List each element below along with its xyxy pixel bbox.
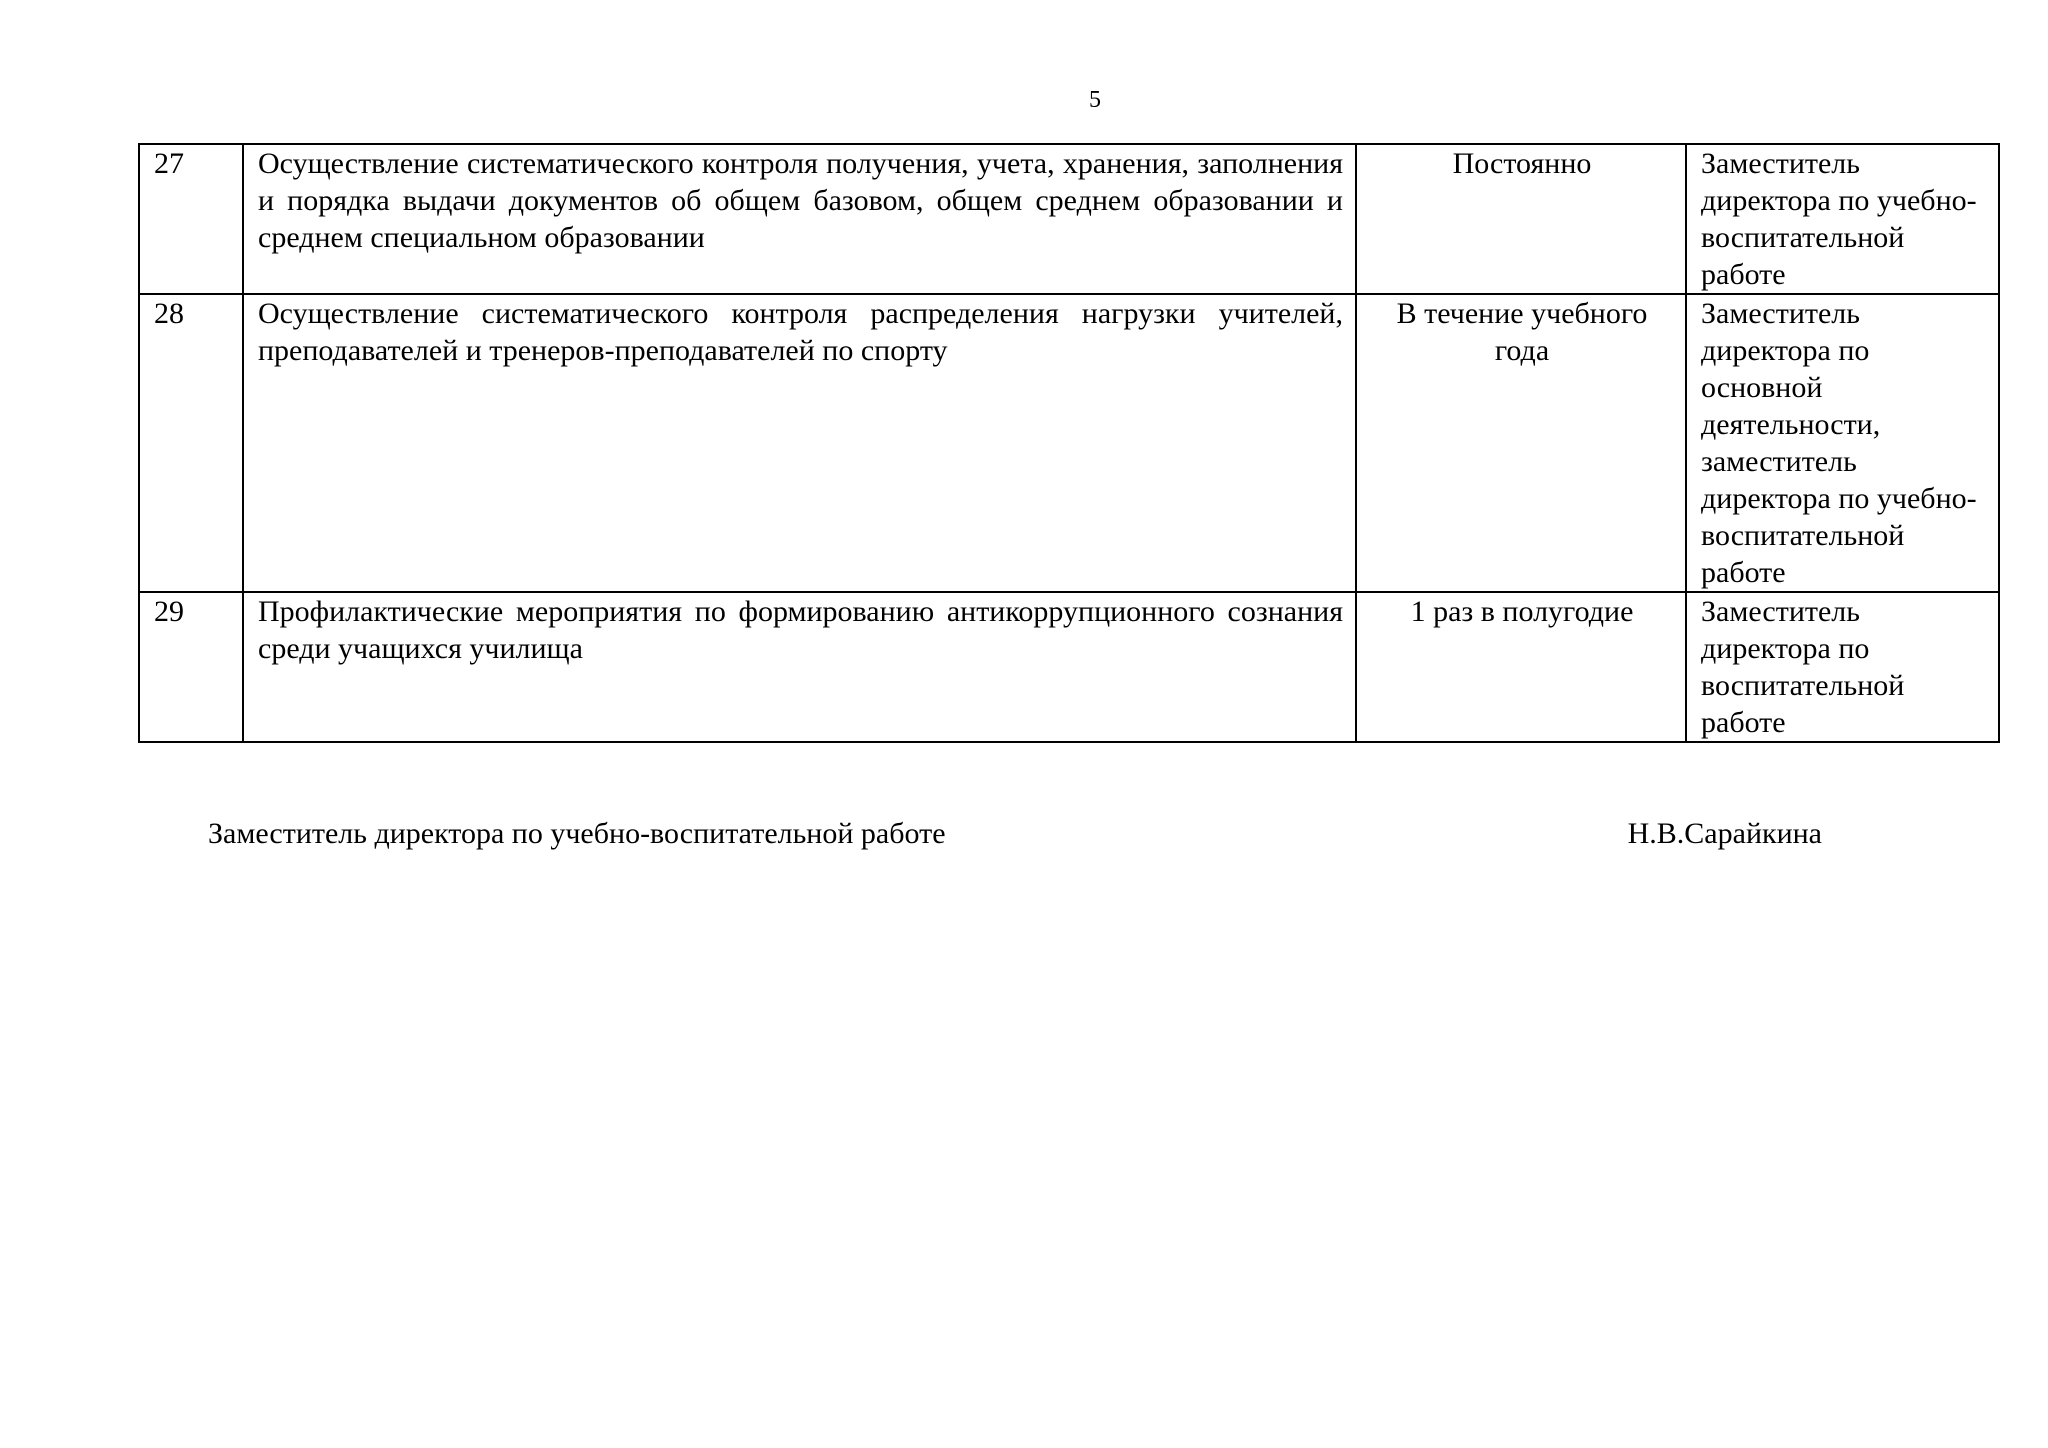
responsible-line: воспитательной — [1701, 221, 1905, 254]
measure-text: Осуществление систематического контроля распределения нагрузки учителей, преподавателей и тренеров-преподавателей по спорту — [243, 294, 1356, 592]
row-number: 27 — [139, 144, 243, 294]
measure-term: В течение учебного года — [1356, 294, 1686, 592]
measure-responsible — [1686, 294, 1999, 592]
signatory-name: Н.В.Сарайкина — [1627, 817, 1822, 850]
measures-table — [138, 143, 2000, 743]
signatory-position: Заместитель директора по учебно-воспитательной работе — [208, 817, 946, 850]
responsible-line: директора по — [1701, 334, 1870, 367]
responsible-line: директора по учебно- — [1701, 184, 1977, 217]
responsible-line: воспитательной — [1701, 669, 1905, 702]
measure-term: 1 раз в полугодие — [1356, 592, 1686, 742]
responsible-line: воспитательной — [1701, 519, 1905, 552]
measure-text: Профилактические мероприятия по формированию антикоррупционного сознания среди учащихся училища — [243, 592, 1356, 742]
measure-responsible — [1686, 144, 1999, 294]
responsible-line: работе — [1701, 706, 1786, 739]
table-row — [139, 144, 1999, 294]
responsible-line: Заместитель — [1701, 595, 1860, 628]
responsible-line: директора по учебно- — [1701, 482, 1977, 515]
row-number: 29 — [139, 592, 243, 742]
responsible-line: заместитель — [1701, 445, 1857, 478]
measure-text: Осуществление систематического контроля получения, учета, хранения, заполнения и порядка выдачи документов об общем базовом, общем среднем образовании и среднем специальном образовании — [243, 144, 1356, 294]
row-number: 28 — [139, 294, 243, 592]
table-row — [139, 592, 1999, 742]
responsible-line: работе — [1701, 258, 1786, 291]
responsible-line: основной — [1701, 371, 1823, 404]
table-row — [139, 294, 1999, 592]
responsible-line: Заместитель — [1701, 147, 1860, 180]
measure-responsible — [1686, 592, 1999, 742]
responsible-line: деятельности, — [1701, 408, 1881, 441]
measure-term: Постоянно — [1356, 144, 1686, 294]
responsible-line: Заместитель — [1701, 297, 1860, 330]
responsible-line: директора по — [1701, 632, 1870, 665]
responsible-line: работе — [1701, 556, 1786, 589]
page-number: 5 — [1089, 87, 1101, 113]
